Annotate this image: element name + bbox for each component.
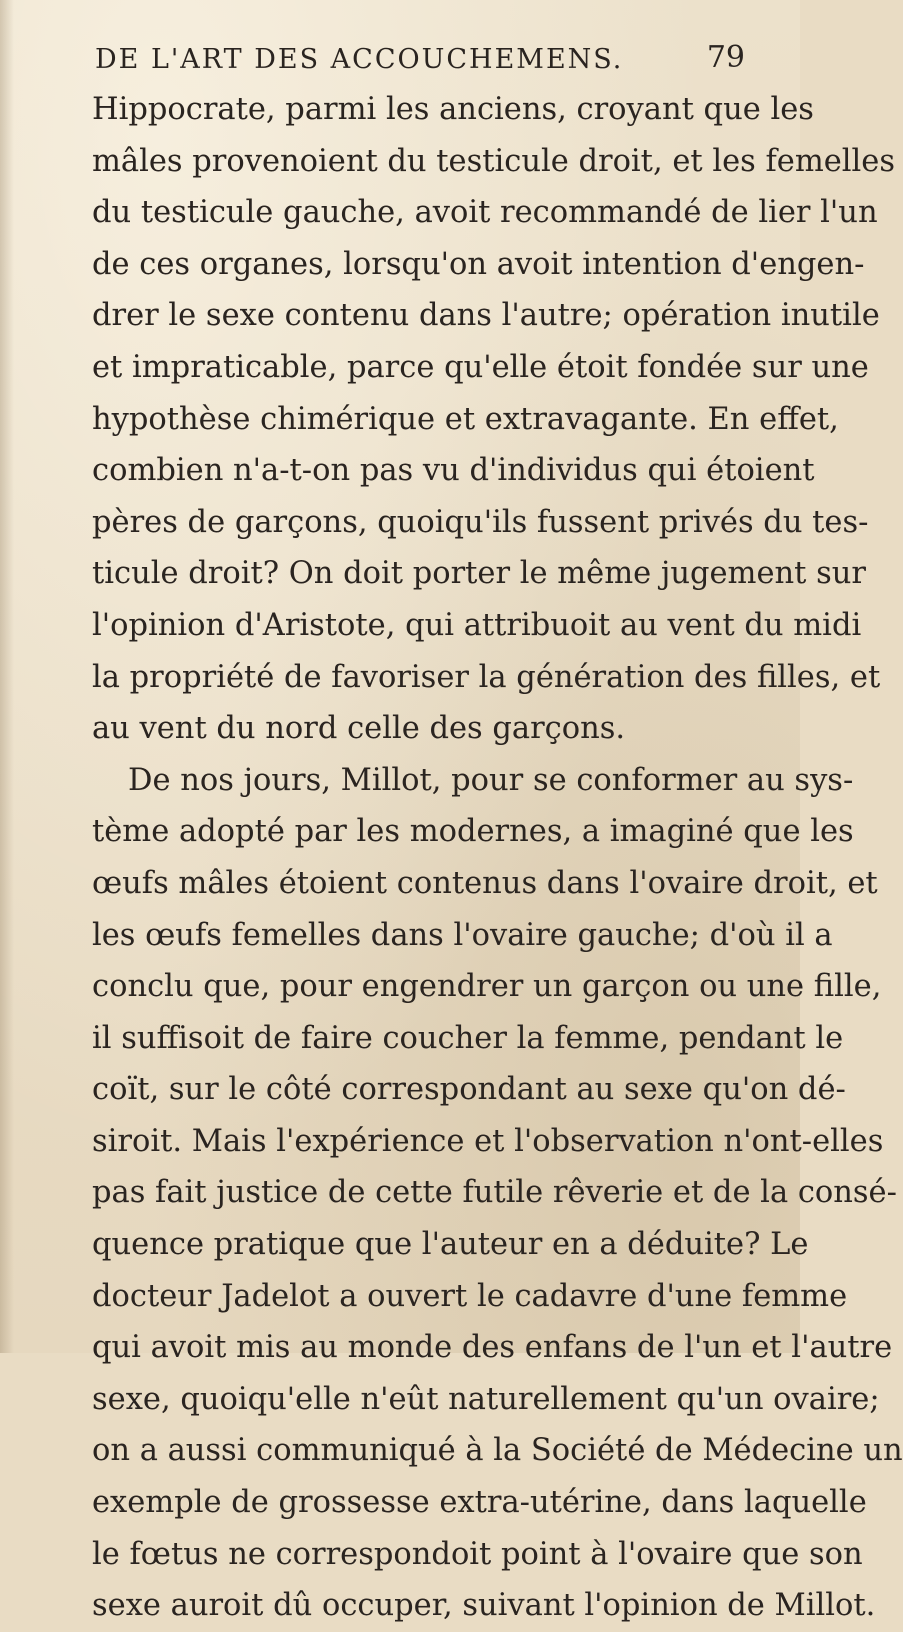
text-line: hypothèse chimérique et extravagante. En effet,: [92, 401, 839, 437]
text-line: quence pratique que l'auteur en a déduite? Le: [92, 1227, 809, 1263]
text-line: œufs mâles étoient contenus dans l'ovaire droit, et: [92, 865, 878, 901]
page-number: 79: [706, 40, 745, 75]
text-line: on a aussi communiqué à la Société de Médecine un: [92, 1433, 903, 1469]
page-header: [95, 40, 745, 80]
text-line: il suffisoit de faire coucher la femme, pendant le: [92, 1020, 844, 1056]
text-line: tème adopté par les modernes, a imaginé que les: [92, 814, 854, 850]
text-line: du testicule gauche, avoit recommandé de lier l'un: [92, 195, 878, 231]
body-text: [92, 84, 903, 1632]
text-line: drer le sexe contenu dans l'autre; opération inutile: [92, 298, 880, 334]
text-line: ticule droit? On doit porter le même jugement sur: [92, 556, 866, 592]
text-line: docteur Jadelot a ouvert le cadavre d'une femme: [92, 1278, 848, 1314]
text-line: coït, sur le côté correspondant au sexe qu'on dé-: [92, 1072, 846, 1108]
text-line: les œufs femelles dans l'ovaire gauche; d'où il a: [92, 917, 833, 953]
text-line: pères de garçons, quoiqu'ils fussent privés du tes-: [92, 504, 869, 540]
text-line: siroit. Mais l'expérience et l'observation n'ont-elles: [92, 1123, 884, 1159]
paragraph-hippocrate: [92, 84, 896, 755]
text-line: combien n'a-t-on pas vu d'individus qui étoient: [92, 453, 815, 489]
text-line: au vent du nord celle des garçons.: [92, 711, 626, 747]
text-line: la propriété de favoriser la génération des filles, et: [92, 659, 881, 695]
text-line: sexe, quoiqu'elle n'eût naturellement qu'un ovaire;: [92, 1381, 880, 1417]
text-line: De nos jours, Millot, pour se conformer au sys-: [128, 762, 854, 798]
text-line: le fœtus ne correspondoit point à l'ovaire que son: [92, 1536, 863, 1572]
text-line: qui avoit mis au monde des enfans de l'un et l'autre: [92, 1330, 893, 1366]
text-line: l'opinion d'Aristote, qui attribuoit au vent du midi: [92, 607, 862, 643]
running-head: DE L'ART DES ACCOUCHEMENS.: [95, 44, 624, 75]
text-line: Hippocrate, parmi les anciens, croyant que les: [92, 92, 814, 127]
text-line: mâles provenoient du testicule droit, et les femelles: [92, 143, 896, 179]
page-edge-shadow: [0, 0, 14, 1353]
text-line: de ces organes, lorsqu'on avoit intention d'engen-: [92, 246, 865, 282]
paragraph-millot: [92, 755, 903, 1632]
text-line: et impraticable, parce qu'elle étoit fondée sur une: [92, 349, 869, 385]
text-line: exemple de grossesse extra-utérine, dans laquelle: [92, 1485, 867, 1521]
text-line: conclu que, pour engendrer un garçon ou une fille,: [92, 969, 882, 1005]
text-line: pas fait justice de cette futile rêverie et de la consé-: [92, 1175, 897, 1211]
text-line: sexe auroit dû occuper, suivant l'opinion de Millot.: [92, 1588, 876, 1624]
